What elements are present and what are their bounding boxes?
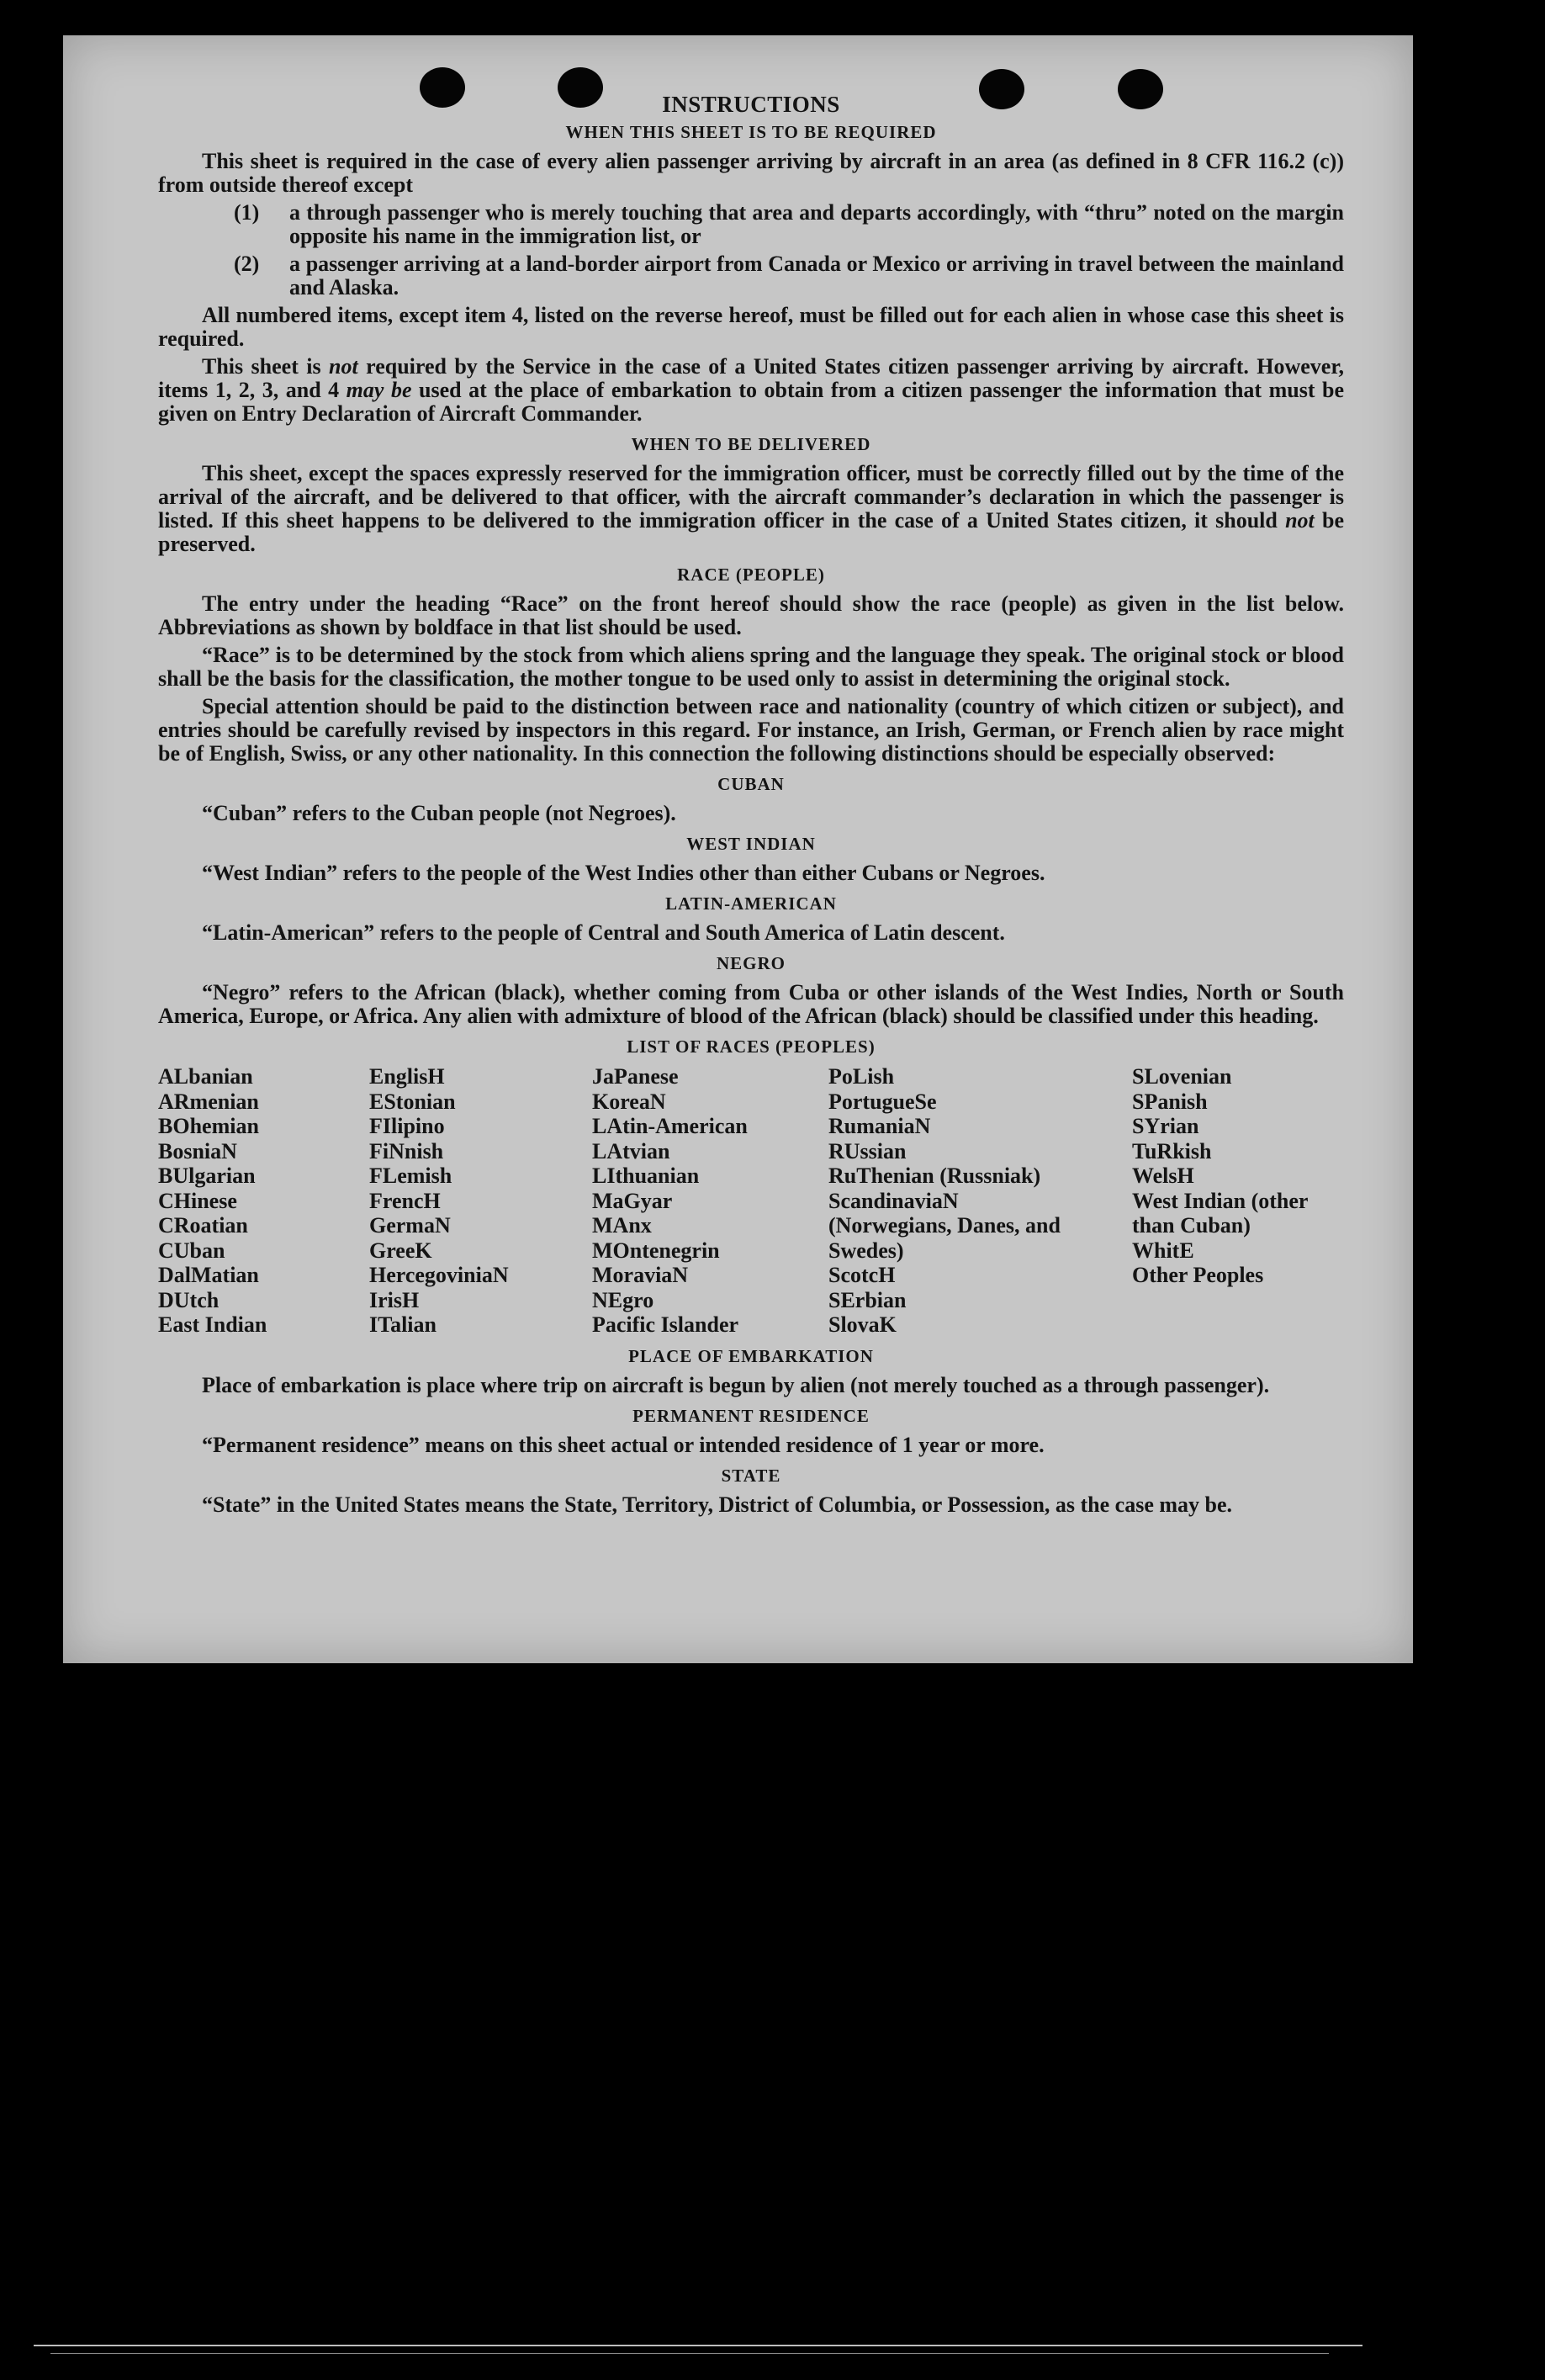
numbered-item	[158, 252, 1344, 299]
paragraph: “Permanent residence” means on this sheet actual or intended residence of 1 year or more.	[202, 1432, 1045, 1457]
race-entry: FiNnish	[369, 1138, 444, 1163]
paragraph	[158, 592, 1344, 639]
race-entry: PortugueSe	[828, 1089, 937, 1114]
item-number: (1)	[234, 200, 260, 225]
race-entry: BOhemian	[158, 1114, 259, 1138]
scan-artifact-line	[50, 2353, 1329, 2354]
paragraph: All numbered items, except item 4, listed on the reverse hereof, must be filled out for each alien in whose case this sheet is required.	[158, 303, 1344, 351]
emphasis: not	[1285, 508, 1315, 533]
races-column	[1132, 1064, 1344, 1338]
text-run: This sheet is	[202, 354, 330, 379]
paragraph: This sheet is required in the case of every alien passenger arriving by aircraft in an area (as defined in 8 CFR 116.2 (c)) from outside thereof except	[158, 149, 1344, 197]
text-run: The entry under the heading “Race” on the front hereof should show the race (people) as given in the list below. Abbreviations as shown by	[158, 591, 1344, 639]
race-entry: SPanish	[1132, 1089, 1208, 1114]
race-entry: ScandinaviaN (Norwegians, Danes, and Swedes)	[828, 1188, 1061, 1263]
race-entry: LAtin-American	[592, 1114, 748, 1138]
races-column	[828, 1064, 1132, 1338]
race-entry: PoLish	[828, 1064, 895, 1089]
race-entry: RuThenian (Russniak)	[828, 1163, 1041, 1188]
race-entry: MaGyar	[592, 1188, 673, 1213]
race-entry: MOntenegrin	[592, 1238, 720, 1263]
race-entry: LIthuanian	[592, 1163, 700, 1188]
paragraph: “State” in the United States means the State, Territory, District of Columbia, or Possession, as the case may be.	[202, 1492, 1233, 1517]
race-entry: SYrian	[1132, 1114, 1199, 1138]
paragraph: “West Indian” refers to the people of the West Indies other than either Cubans or Negroes.	[202, 861, 1045, 885]
race-entry: NEgro	[592, 1287, 654, 1312]
text-run: be preserved.	[158, 508, 1345, 556]
race-entry: FIlipino	[369, 1114, 445, 1138]
section-heading: WEST INDIAN	[686, 834, 816, 854]
races-column	[592, 1064, 828, 1338]
race-entry: DUtch	[158, 1287, 220, 1312]
race-entry: CHinese	[158, 1188, 237, 1213]
race-entry: SErbian	[828, 1287, 907, 1312]
document-sheet	[63, 35, 1413, 1663]
race-entry: West Indian (other than Cuban)	[1132, 1188, 1308, 1238]
section-heading: NEGRO	[716, 953, 786, 973]
page-title: INSTRUCTIONS	[662, 92, 840, 117]
text-run: This sheet, except the spaces expressly reserved for the immigration officer, must be correctly filled out by the time of the arrival of the aircraft, and be delivered to that officer, with the aircraft commander’s declaration in which the passenger is listed. If this sheet happens to be delivered to the immigration officer in the case of a United States citizen, it should	[158, 461, 1344, 533]
race-entry: FrencH	[369, 1188, 441, 1213]
text-run: used at the place of embarkation to obtain from a citizen passenger the information that must be given on Entry Declaration of Aircraft Commander.	[158, 378, 1344, 426]
bold-term: boldface	[414, 615, 494, 639]
race-entry: BUlgarian	[158, 1163, 256, 1188]
paragraph: “Cuban” refers to the Cuban people (not Negroes).	[202, 801, 676, 825]
paragraph: “Latin-American” refers to the people of Central and South America of Latin descent.	[202, 920, 1005, 945]
race-entry: LAtvian	[592, 1138, 670, 1163]
race-entry: ScotcH	[828, 1263, 896, 1287]
race-entry: EStonian	[369, 1089, 456, 1114]
item-text: a passenger arriving at a land-border airport from Canada or Mexico or arriving in travel between the mainland and Alaska.	[289, 252, 1344, 299]
paragraph: “Race” is to be determined by the stock from which aliens spring and the language they speak. The original stock or blood shall be the basis for the classification, the mother tongue to be used only to assist in determining the original stock.	[158, 643, 1344, 691]
paragraph	[158, 355, 1344, 426]
section-heading: PLACE OF EMBARKATION	[628, 1345, 874, 1366]
race-entry: HercegoviniaN	[369, 1263, 509, 1287]
section-heading: RACE (PEOPLE)	[677, 565, 825, 585]
race-entry: MoraviaN	[592, 1263, 689, 1287]
race-entry: BosniaN	[158, 1138, 237, 1163]
race-entry: IrisH	[369, 1287, 420, 1312]
race-entry: ARmenian	[158, 1089, 259, 1114]
section-heading: WHEN TO BE DELIVERED	[631, 434, 871, 454]
race-entry: MAnx	[592, 1213, 652, 1238]
paragraph	[158, 462, 1344, 556]
race-entry: East Indian	[158, 1312, 267, 1337]
scan-artifact-line	[34, 2345, 1362, 2346]
race-entry: WhitE	[1132, 1238, 1194, 1263]
section-heading: LIST OF RACES (PEOPLES)	[627, 1036, 876, 1057]
race-entry: GermaN	[369, 1213, 451, 1238]
paragraph: “Negro” refers to the African (black), whether coming from Cuba or other islands of the West Indies, North or South America, Europe, or Africa. Any alien with admixture of blood of the African (black) should be classified under this heading.	[158, 980, 1344, 1028]
race-entry: EnglisH	[369, 1064, 445, 1089]
section-heading: CUBAN	[717, 774, 785, 794]
races-list	[158, 1064, 1344, 1338]
race-entry: RumaniaN	[828, 1114, 931, 1138]
race-entry: FLemish	[369, 1163, 452, 1188]
section-heading: LATIN-AMERICAN	[665, 893, 837, 914]
races-column	[369, 1064, 592, 1338]
race-entry: SlovaK	[828, 1312, 897, 1337]
numbered-item	[158, 201, 1344, 248]
section-heading: PERMANENT RESIDENCE	[632, 1405, 870, 1426]
race-entry: DalMatian	[158, 1263, 259, 1287]
paragraph: Place of embarkation is place where trip on aircraft is begun by alien (not merely touched as a through passenger).	[202, 1372, 1270, 1397]
instructions-body	[158, 93, 1344, 1521]
race-entry: CRoatian	[158, 1213, 248, 1238]
text-run: required by the Service in the case of a United States citizen passenger arriving by aircraft. However, items 1, 2, 3, and 4	[158, 354, 1344, 402]
emphasis: not	[329, 354, 358, 379]
race-entry: SLovenian	[1132, 1064, 1232, 1089]
race-entry: JaPanese	[592, 1064, 679, 1089]
text-run: in that list should be used.	[493, 615, 742, 639]
item-number: (2)	[234, 252, 260, 276]
races-column	[158, 1064, 369, 1338]
paragraph: Special attention should be paid to the distinction between race and nationality (country of which citizen or subject), and entries should be carefully revised by inspectors in this regard. For instance, an Irish, German, or French alien by race might be of English, Swiss, or any other nationality. In this connection the following distinctions should be especially observed:	[158, 694, 1344, 766]
item-text: a through passenger who is merely touching that area and departs accordingly, with “thru” noted on the margin opposite his name in the immigration list, or	[289, 200, 1344, 248]
race-entry: Pacific Islander	[592, 1312, 739, 1337]
race-entry: WelsH	[1132, 1163, 1194, 1188]
section-heading: WHEN THIS SHEET IS TO BE REQUIRED	[565, 122, 937, 142]
race-entry: TuRkish	[1132, 1138, 1212, 1163]
emphasis: may be	[346, 378, 412, 402]
race-entry: GreeK	[369, 1238, 432, 1263]
race-entry: CUban	[158, 1238, 225, 1263]
race-entry: Other Peoples	[1132, 1263, 1264, 1287]
race-entry: KoreaN	[592, 1089, 666, 1114]
race-entry: RUssian	[828, 1138, 907, 1163]
race-entry: ITalian	[369, 1312, 437, 1337]
section-heading: STATE	[721, 1465, 781, 1486]
race-entry: ALbanian	[158, 1064, 253, 1089]
